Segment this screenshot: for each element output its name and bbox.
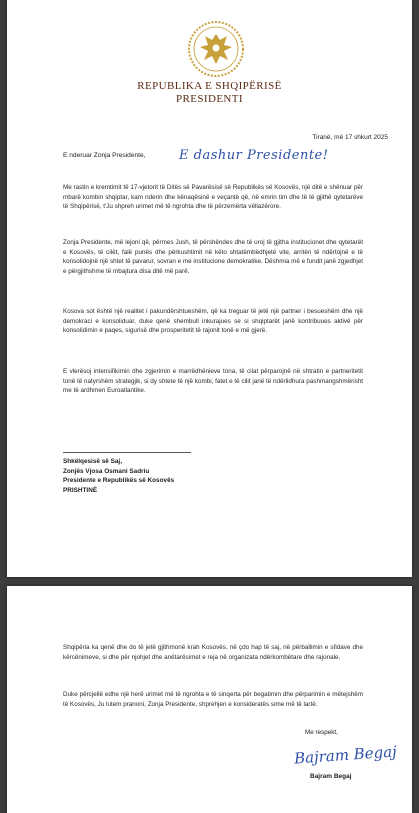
letter-page-1 [7, 0, 412, 577]
recipient-line: PRISHTINË [63, 486, 98, 494]
recipient-line: Zonjës Vjosa Osmani Sadriu [63, 467, 150, 475]
recipient-line: Shkëlqesisë së Saj, [63, 458, 122, 465]
paragraph: Me rastin e kremtimit të 17-vjetorit të Ditës së Pavarësisë së Republikës së Kosovës, një ditë e shënuar për mbarë kombin shqiptar, kam nderin dhe kënaqësinë e veçantë që, në emrin tim dhe të të gjithë qytetarëve të Shqipërisë, t'Ju shpreh urimet më të ngrohta dhe të përzemërta vëllazërore. [63, 184, 363, 211]
letterhead-president: PRESIDENTI [176, 93, 243, 105]
salutation: E nderuar Zonja Presidente, [63, 152, 146, 159]
closing: Me respekt, [305, 729, 338, 736]
paragraph: E vlerësoj intensifikimin dhe zgjerimin e marrëdhënieve tona, të cilat përparojnë në shtratin e partneritetit tonë të natyrshëm strategjik, si dy shtete të një kombi, fatet e të cilit janë të ndërlidhura pashmangshmërisht me të ardhmen Euroatlantike. [63, 368, 363, 395]
address-divider [63, 452, 191, 453]
paragraph: Kosova sot është një realitet i pakundërshtueshëm, që ka treguar të jetë një partner i besueshëm dhe një demokraci e konsoliduar, duke qenë shembull inkurajues se si shqiptarët janë kontribuues aktivë për konsolidimin e paqes, sigurisë dhe prosperitetit të rajonit tonë e më gjerë. [63, 308, 363, 335]
handwritten-salutation: E dashur Presidente! [179, 148, 329, 163]
recipient-line: Presidente e Republikës së Kosovës [63, 477, 175, 484]
recipient-block [63, 457, 174, 495]
handwritten-signature: Bajram Begaj [293, 742, 398, 768]
letter-page-2 [7, 586, 412, 813]
letterhead-republic: REPUBLIKA E SHQIPËRISË [137, 80, 282, 92]
paragraph: Zonja Presidente, më lejoni që, përmes Jush, të përshëndes dhe të uroj të gjitha institucionet dhe qytetarët e Kosovës, të cilët, falë punës dhe përkushtimit në këto shtatëmbëdhjetë vite, arritën të ndërtojnë e të konsolidojnë një shtet të pavarur, sovran e me institucione demokratike. Dëshmia më e fundit janë zgjedhjet e përgjithshme të mbajtura disa ditë më parë. [63, 239, 363, 275]
presidential-emblem-icon [187, 20, 245, 78]
paragraph: Shqipëria ka qenë dhe do të jetë gjithmonë krah Kosovës, në çdo hap të saj, në përballimin e sfidave dhe kërcënimeve, si dhe për njohjet dhe anëtarësimet e reja në organizata ndërkombëtare dhe rajonale. [63, 644, 363, 661]
signer-name: Bajram Begaj [310, 773, 352, 780]
paragraph: Duke përcjellë edhe një herë urimet më të ngrohta e të sinqerta për begatimin dhe përparimin e mëtejshëm të Kosovës, Ju lutem pranoni, Zonja Presidente, shprehjen e konsideratës sime më të lartë. [63, 691, 363, 708]
letter-date: Tiranë, më 17 shkurt 2025 [312, 134, 388, 141]
